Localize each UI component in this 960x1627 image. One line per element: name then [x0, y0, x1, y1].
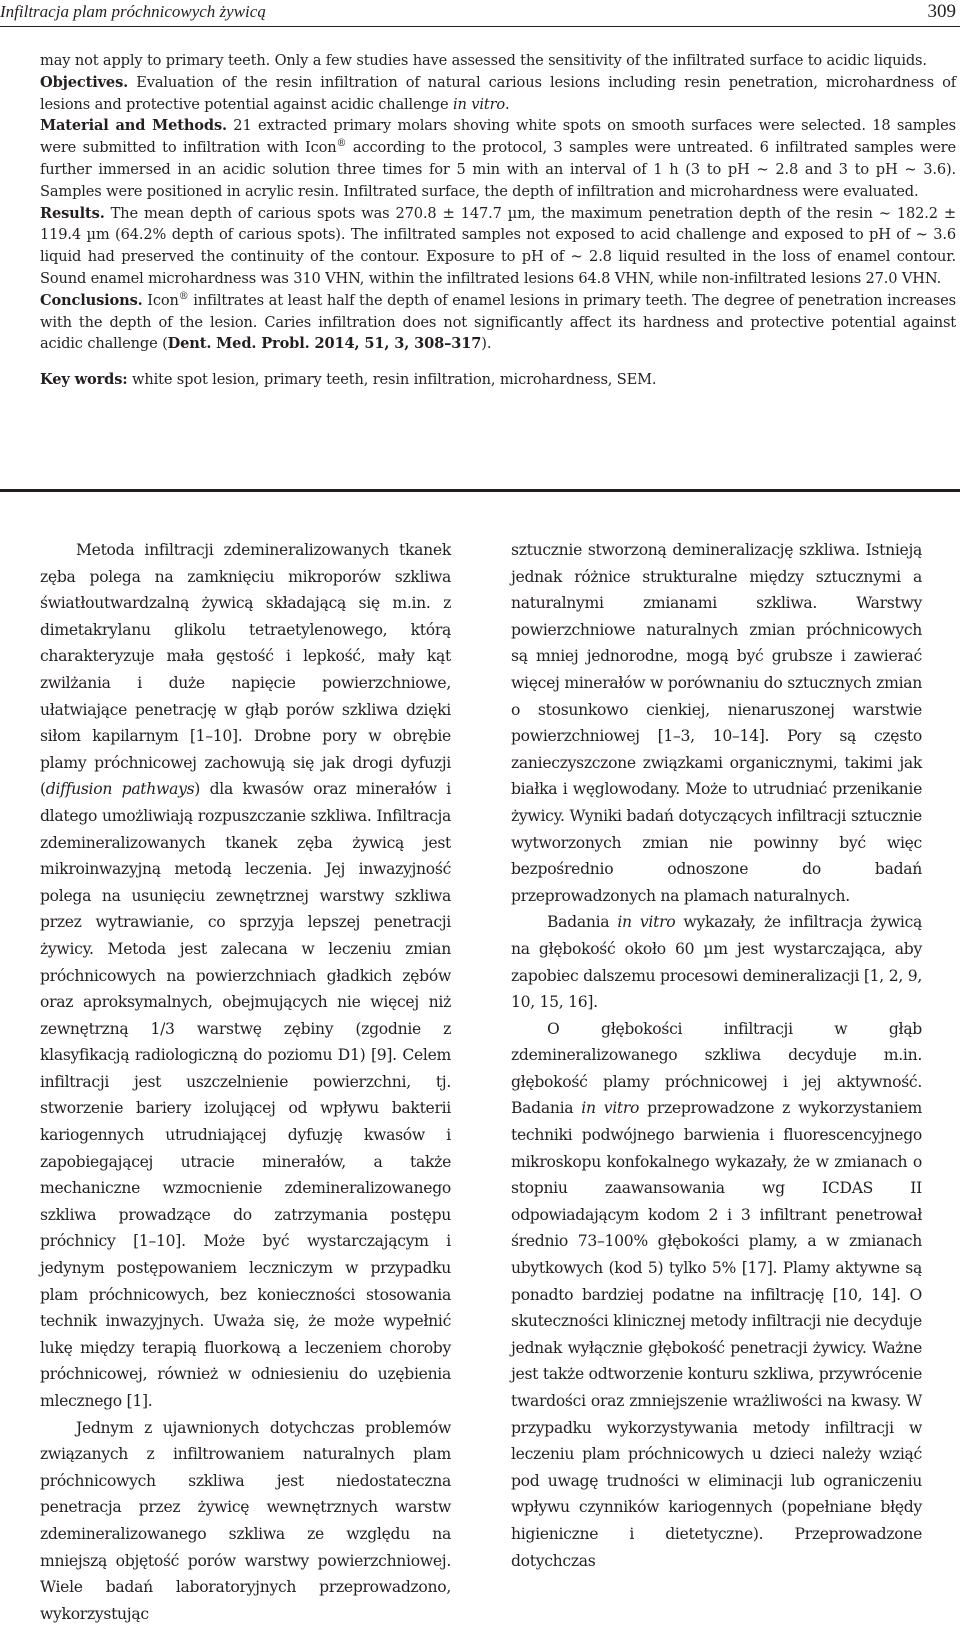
abstract-intro: may not apply to primary teeth. Only a few studies have assessed the sensitivity of the infiltrated surface to acidic liquids. — [40, 52, 927, 69]
results-label: Results. — [40, 204, 105, 222]
paragraph: Badania in vitro wykazały, że infiltracja żywicą na głębokość około 60 µm jest wystarczająca, aby zapobiec dalszemu procesowi demineralizacji [1, 2, 9, 10, 15, 16]. — [511, 913, 923, 1012]
abstract-results: Results. The mean depth of carious spots was 270.8 ± 147.7 µm, the maximum penetration depth of the resin ~ 182.2 ± 119.4 µm (64.2% depth of carious spots). The infiltrated samples not exposed to acid challenge and exposed to pH of ~ 3.6 liquid had preserved the continuity of the contour. Exposure to pH of ~ 2.8 liquid resulted in the loss of enamel contour. Sound enamel microhardness was 310 VHN, within the infiltrated lesions 64.8 VHN, while non-infiltrated lesions 27.0 VHN. — [40, 204, 956, 287]
conclusions-label: Conclusions. — [40, 291, 143, 309]
page-number: 309 — [927, 1, 956, 22]
objectives-label: Objectives. — [40, 73, 129, 91]
paragraph: Jednym z ujawnionych dotychczas problemów związanych z infiltrowaniem naturalnych plam próchnicowych szkliwa jest niedostateczna penetracja przez żywicę wewnętrznych warstw zdemineralizowanego szkliwa ze względu na mniejszą objętość porów warstwy powierzchniowej. Wiele badań laboratoryjnych przeprowadzono, wykorzystując — [40, 1418, 451, 1623]
running-title: Infiltracja plam próchnicowych żywicą — [0, 2, 266, 21]
abstract-conclusions: Conclusions. Icon® infiltrates at least half the depth of enamel lesions in primary teeth. The degree of penetration increases with the depth of the lesion. Caries infiltration does not significantly affect its hardness and protective potential against acidic challenge (Dent. Med. Probl. 2014, 51, 3, 308–317). — [40, 290, 956, 353]
citation: Dent. Med. Probl. 2014, 51, 3, 308–317 — [167, 335, 482, 353]
abstract-methods: Material and Methods. 21 extracted primary molars shoving white spots on smooth surfaces were selected. 18 samples were submitted to infiltration with Icon® according to the protocol, 3 samples were untreated. 6 infiltrated samples were further immersed in an acidic solution three times for 5 min with an interval of 1 h (3 to pH ~ 2.8 and 3 to pH ~ 3.6). Samples were positioned in acrylic resin. Infiltrated surface, the depth of infiltration and microhardness were evaluated. — [40, 117, 956, 200]
abstract — [40, 50, 956, 391]
paragraph: Metoda infiltracji zdemineralizowanych tkanek zęba polega na zamknięciu mikroporów szkliwa światłoutwardzalną żywicą składającą się m.in. z dimetakrylanu glikolu tetraetylenowego, którą charakteryzuje mała gęstość i lepkość, mały kąt zwilżania i duże napięcie powierzchniowe, ułatwiające penetrację w głąb porów szkliwa dzięki siłom kapilarnym [1–10]. Drobne pory w obrębie plamy próchnicowej zachowują się jak drogi dyfuzji (diffusion pathways) dla kwasów oraz minerałów i dlatego umożliwiają rozpuszczanie szkliwa. Infiltracja zdemineralizowanych tkanek zęba żywicą jest mikroinwazyjną metodą leczenia. Jej inwazyjność polega na usunięciu zewnętrznej warstwy szkliwa przez wytrawianie, co sprzyja lepszej penetracji żywicy. Metoda jest zalecana w leczeniu zmian próchnicowych na powierzchniach gładkich zębów oraz aproksymalnych, obejmujących nie więcej niż zewnętrzną 1/3 warstwę zębiny (zgodnie z klasyfikacją radiologiczną do poziomu D1) [9]. Celem infiltracji jest uszczelnienie powierzchni, tj. stworzenie bariery izolującej od wpływu bakterii kariogennych utrudniającej dyfuzję kwasów i zapobiegającej utracie minerałów, a także mechaniczne wzmocnienie zdemineralizowanego szkliwa prowadzące do zatrzymania postępu próchnicy [1–10]. Może być wystarczającym i jedynym postępowaniem leczniczym w przypadku plam próchnicowych, bez konieczności stosowania technik inwazyjnych. Uważa się, że może wypełnić lukę między terapią fluorkową a leczeniem choroby próchnicowej, również w odniesieniu do uzębienia mlecznego [1]. — [40, 541, 451, 1410]
section-divider — [0, 489, 960, 492]
paragraph: O głębokości infiltracji w głąb zdemineralizowanego szkliwa decyduje m.in. głębokość plamy próchnicowej i jej aktywność. Badania in vitro przeprowadzone z wykorzystaniem techniki podwójnego barwienia i fluorescencyjnego mikroskopu konfokalnego wykazały, że w zmianach o stopniu zaawansowania wg ICDAS II odpowiadającym kodom 2 i 3 infiltrant penetrował średnio 73–100% głębokości plamy, a w zmianach ubytkowych (kod 5) tylko 5% [17]. Plamy aktywne są ponadto bardziej podatne na infiltrację [10, 14]. O skuteczności klinicznej metody infiltracji nie decyduje jednak wyłącznie głębokość penetracji żywicy. Ważne jest także odtworzenie konturu szkliwa, przywrócenie twardości oraz zmniejszenie wrażliwości na kwasy. W przypadku wykorzystywania metody infiltracji w leczeniu plam próchnicowych u dzieci należy wziąć pod uwagę trudności w eliminacji lub ograniczeniu wpływu czynników kariogennych (popełniane błędy higieniczne i dietetyczne). Przeprowadzone dotychczas — [511, 1019, 922, 1570]
body-column-right — [511, 537, 923, 1570]
body-column-left — [40, 537, 451, 1623]
paragraph: sztucznie stworzoną demineralizację szkliwa. Istnieją jednak różnice strukturalne między sztucznymi a naturalnymi zmianami szkliwa. Warstwy powierzchniowe naturalnych zmian próchnicowych są mniej jednorodne, mogą być grubsze i zawierać więcej minerałów w porównaniu do sztucznych zmian o stosunkowo cienkiej, nienaruszonej warstwie powierzchniowej [1–3, 10–14]. Pory są często zanieczyszczone związkami organicznymi, takimi jak białka i węglowodany. Może to utrudniać przenikanie żywicy. Wyniki badań dotyczących infiltracji sztucznie wytworzonych zmian nie powinny być więc bezpośrednio odnoszone do badań przeprowadzonych na plamach naturalnych. — [511, 541, 922, 905]
keywords: Key words: white spot lesion, primary teeth, resin infiltration, microhardness, SEM. — [40, 371, 657, 389]
running-header — [0, 0, 960, 27]
keywords-label: Key words: — [40, 371, 128, 389]
abstract-objectives: Objectives. Evaluation of the resin infiltration of natural carious lesions including resin penetration, microhardness of lesions and protective potential against acidic challenge in vitro. — [40, 73, 956, 113]
methods-label: Material and Methods. — [40, 117, 227, 135]
